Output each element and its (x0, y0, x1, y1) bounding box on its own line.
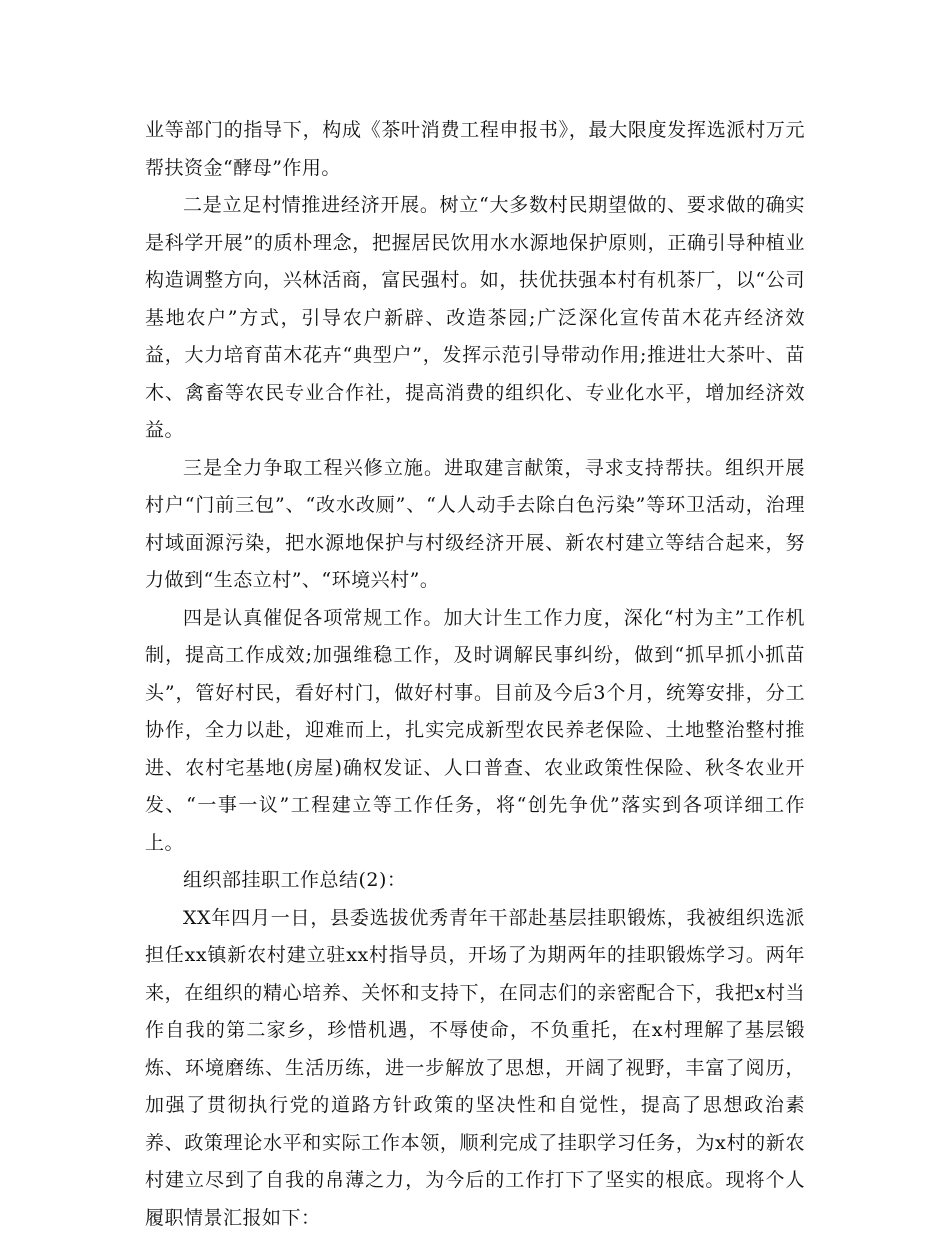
paragraph-routine-work: 四是认真催促各项常规工作。加大计生工作力度，深化“村为主”工作机制，提高工作成效;加强维稳工作，及时调解民事纠纷，做到“抓早抓小抓苗头”，管好村民，看好村门，做好村事。目前及今后3个月，统筹安排，分工协作，全力以赴，迎难而上，扎实完成新型农民养老保险、土地整治整村推进、农村宅基地(房屋)确权发证、人口普查、农业政策性保险、秋冬农业开发、“一事一议”工程建立等工作任务，将“创先争优”落实到各项详细工作上。 (145, 600, 805, 863)
paragraph-economic-development: 二是立足村情推进经济开展。树立“大多数村民期望做的、要求做的确实是科学开展”的质朴理念，把握居民饮用水水源地保护原则，正确引导种植业构造调整方向，兴林活商，富民强村。如，扶优扶强本村有机茶厂，以“公司基地农户”方式，引导农户新辟、改造茶园;广泛深化宣传苗木花卉经济效益，大力培育苗木花卉“典型户”，发挥示范引导带动作用;推进壮大茶叶、苗木、禽畜等农民专业合作社，提高消费的组织化、专业化水平，增加经济效益。 (145, 187, 805, 450)
paragraph-continuation: 业等部门的指导下，构成《茶叶消费工程申报书》，最大限度发挥选派村万元帮扶资金“酵母”作用。 (145, 112, 805, 187)
section-heading: 组织部挂职工作总结(2)： (145, 862, 805, 900)
paragraph-assignment-summary: XX年四月一日，县委选拔优秀青年干部赴基层挂职锻炼，我被组织选派担任xx镇新农村建立驻xx村指导员，开场了为期两年的挂职锻炼学习。两年来，在组织的精心培养、关怀和支持下，在同志们的亲密配合下，我把x村当作自我的第二家乡，珍惜机遇，不辱使命，不负重托，在x村理解了基层锻炼、环境磨练、生活历练，进一步解放了思想，开阔了视野，丰富了阅历，加强了贯彻执行党的道路方针政策的坚决性和自觉性，提高了思想政治素养、政策理论水平和实际工作本领，顺利完成了挂职学习任务，为x村的新农村建立尽到了自我的帛薄之力，为今后的工作打下了坚实的根底。现将个人履职情景汇报如下： (145, 900, 805, 1237)
paragraph-project-construction: 三是全力争取工程兴修立施。进取建言献策，寻求支持帮扶。组织开展村户“门前三包”、“改水改厕”、“人人动手去除白色污染”等环卫活动，治理村域面源污染，把水源地保护与村级经济开展、新农村建立等结合起来，努力做到“生态立村”、“环境兴村”。 (145, 450, 805, 600)
document-body (145, 112, 805, 1237)
